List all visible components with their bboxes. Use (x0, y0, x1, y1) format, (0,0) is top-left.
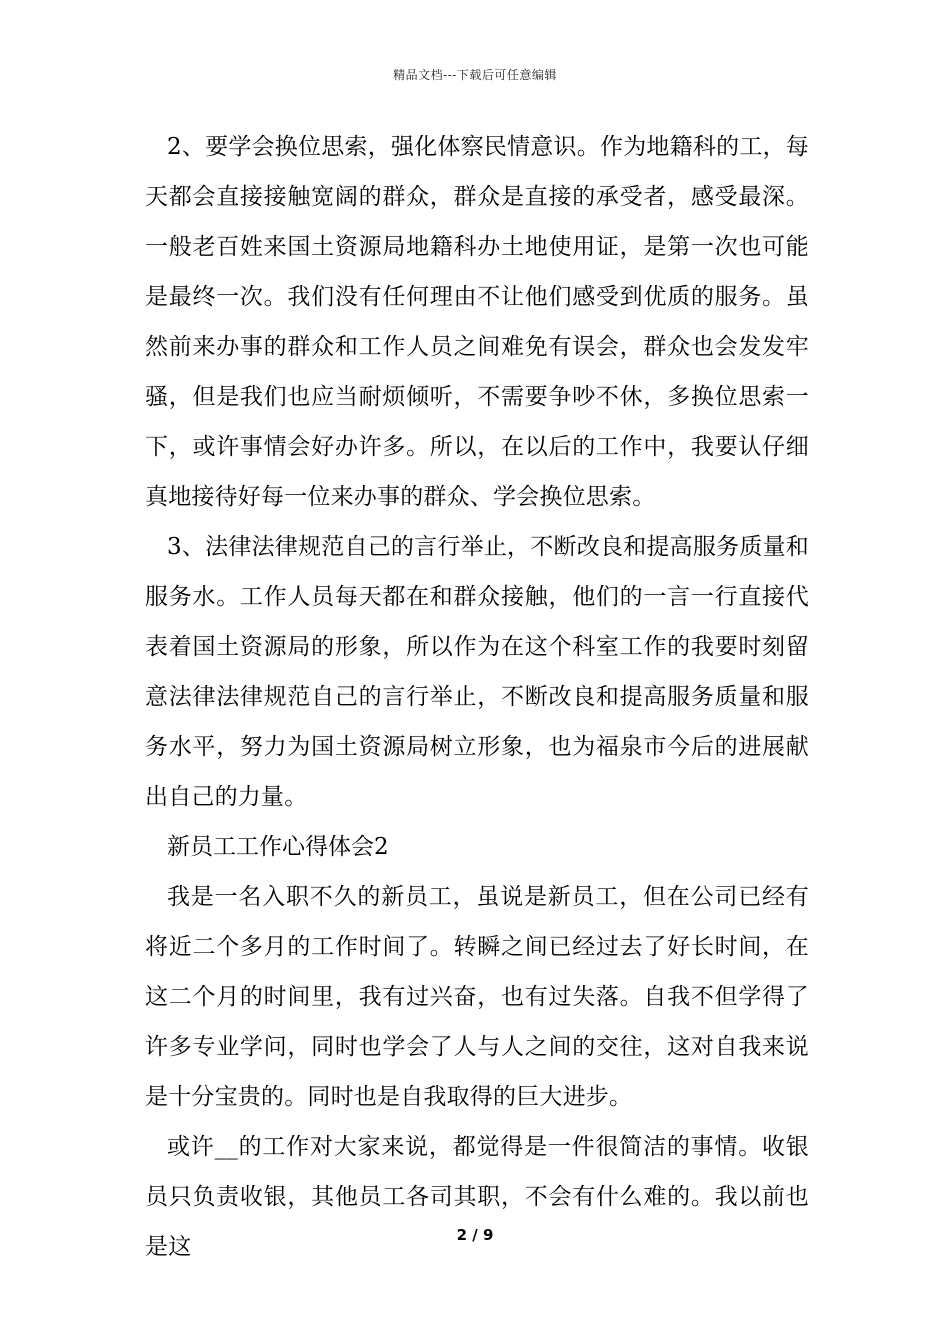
paragraph-new-employee-intro: 我是一名入职不久的新员工，虽说是新员工，但在公司已经有将近二个多月的工作时间了。转瞬之间已经过去了好长时间，在这二个月的时间里，我有过兴奋，也有过失落。自我不但学得了许多专业学问，同时也学会了人与人之间的交往，这对自我来说是十分宝贵的。同时也是自我取得的巨大进步。 (145, 884, 809, 1110)
paragraph-cashier-work: 或许__的工作对大家来说，都觉得是一件很简洁的事情。收银员只负责收银，其他员工各司其职，不会有什么难的。我以前也是这 (145, 1134, 809, 1260)
page-header: 精品文档---下载后可任意编辑 (393, 68, 557, 82)
paragraph-point-2: 2、要学会换位思索，强化体察民情意识。作为地籍科的工，每天都会直接接触宽阔的群众，群众是直接的承受者，感受最深。一般老百姓来国土资源局地籍科办土地使用证，是第一次也可能是最终一次。我们没有任何理由不让他们感受到优质的服务。虽然前来办事的群众和工作人员之间难免有误会，群众也会发发牢骚，但是我们也应当耐烦倾听，不需要争吵不休，多换位思索一下，或许事情会好办许多。所以，在以后的工作中，我要认仔细真地接待好每一位来办事的群众、学会换位思索。 (145, 134, 809, 510)
paragraph-point-3: 3、法律法律规范自己的言行举止，不断改良和提高服务质量和服务水。工作人员每天都在和群众接触，他们的一言一行直接代表着国土资源局的形象，所以作为在这个科室工作的我要时刻留意法律法律规范自己的言行举止，不断改良和提高服务质量和服务水平，努力为国土资源局树立形象，也为福泉市今后的进展献出自己的力量。 (145, 534, 809, 810)
document-body (145, 122, 809, 1272)
page-number: 2 / 9 (456, 1226, 494, 1244)
section-title: 新员工工作心得体会2 (167, 834, 389, 860)
